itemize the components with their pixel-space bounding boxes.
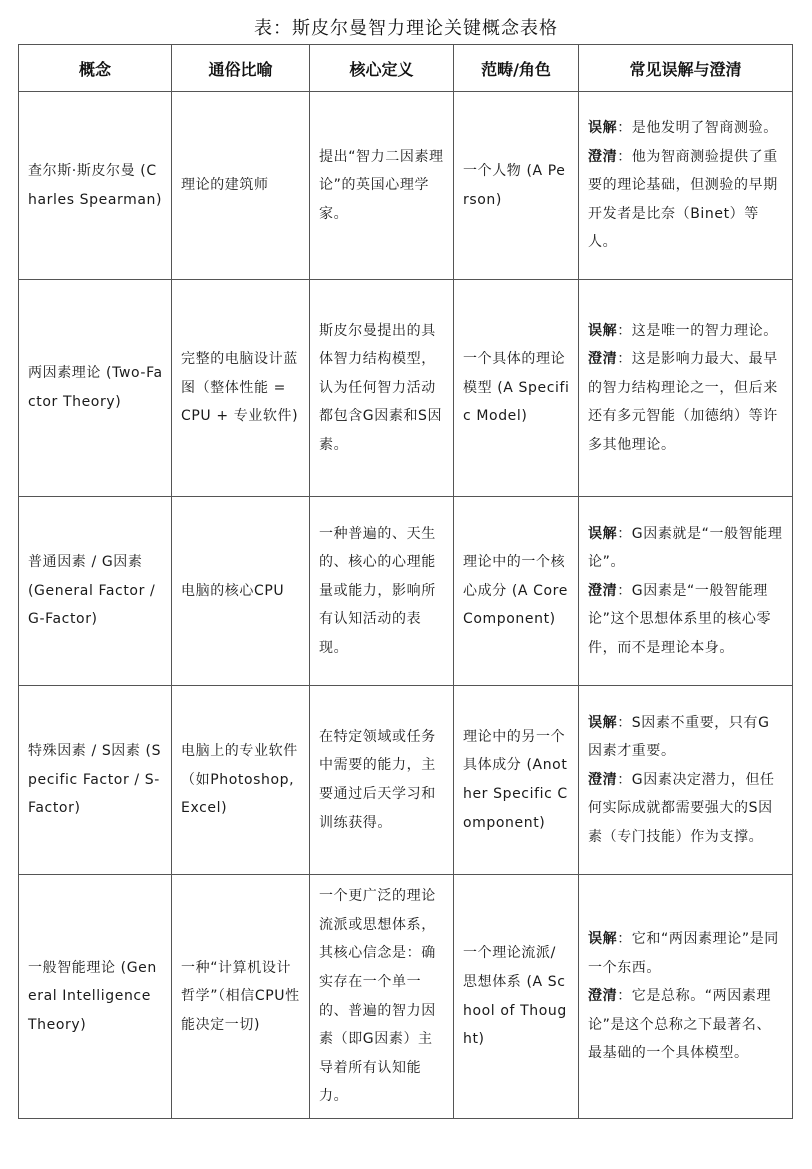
clarification-label: 澄清	[588, 771, 618, 788]
cell-concept: 两因素理论 (Two-Factor Theory)	[19, 280, 172, 497]
misconception-paragraph	[588, 114, 784, 143]
cell-misconception	[579, 92, 793, 280]
cell-misconception	[579, 497, 793, 686]
cell-definition: 斯皮尔曼提出的具体智力结构模型，认为任何智力活动都包含G因素和S因素。	[310, 280, 454, 497]
clarification-paragraph	[588, 766, 784, 852]
misconception-label: 误解	[588, 525, 618, 542]
cell-category: 一个具体的理论模型 (A Specific Model)	[454, 280, 579, 497]
cell-metaphor: 一种“计算机设计哲学”（相信CPU性能决定一切)	[172, 875, 310, 1119]
misconception-label: 误解	[588, 714, 618, 731]
cell-concept: 特殊因素 / S因素 (Specific Factor / S-Factor)	[19, 686, 172, 875]
cell-misconception	[579, 875, 793, 1119]
clarification-text: ：他为智商测验提供了重要的理论基础，但测验的早期开发者是比奈（Binet）等人。	[588, 148, 778, 251]
header-category: 范畴/角色	[454, 45, 579, 92]
cell-category: 理论中的另一个具体成分 (Another Specific Component)	[454, 686, 579, 875]
misconception-paragraph	[588, 709, 784, 766]
cell-definition: 一个更广泛的理论流派或思想体系，其核心信念是：确实存在一个单一的、普遍的智力因素（即G因素）主导着所有认知能力。	[310, 875, 454, 1119]
misconception-text: ：它和“两因素理论”是同一个东西。	[588, 931, 779, 976]
misconception-label: 误解	[588, 120, 618, 137]
cell-metaphor: 完整的电脑设计蓝图（整体性能 = CPU + 专业软件)	[172, 280, 310, 497]
clarification-text: ：这是影响力最大、最早的智力结构理论之一，但后来还有多元智能（加德纳）等许多其他理论。	[588, 351, 778, 453]
clarification-label: 澄清	[588, 148, 618, 165]
misconception-text: ：S因素不重要，只有G因素才重要。	[588, 714, 770, 760]
cell-metaphor: 理论的建筑师	[172, 92, 310, 280]
cell-concept: 普通因素 / G因素 (General Factor / G-Factor)	[19, 497, 172, 686]
header-concept: 概念	[19, 45, 172, 92]
cell-metaphor: 电脑上的专业软件（如Photoshop, Excel)	[172, 686, 310, 875]
cell-definition: 一种普遍的、天生的、核心的心理能量或能力，影响所有认知活动的表现。	[310, 497, 454, 686]
cell-concept: 一般智能理论 (General Intelligence Theory)	[19, 875, 172, 1119]
table-row	[19, 497, 793, 686]
clarification-text: ：G因素决定潜力，但任何实际成就都需要强大的S因素（专门技能）作为支撑。	[588, 771, 775, 845]
cell-definition: 提出“智力二因素理论”的英国心理学家。	[310, 92, 454, 280]
table-title: 表：斯皮尔曼智力理论关键概念表格	[254, 18, 558, 39]
misconception-paragraph	[588, 925, 784, 982]
cell-definition: 在特定领域或任务中需要的能力，主要通过后天学习和训练获得。	[310, 686, 454, 875]
cell-category: 一个理论流派/思想体系 (A School of Thought)	[454, 875, 579, 1119]
cell-misconception	[579, 280, 793, 497]
clarification-paragraph	[588, 982, 784, 1068]
cell-concept: 查尔斯·斯皮尔曼 (Charles Spearman)	[19, 92, 172, 280]
header-misconception: 常见误解与澄清	[579, 45, 793, 92]
misconception-text: ：是他发明了智商测验。	[617, 120, 778, 137]
cell-category: 一个人物 (A Person)	[454, 92, 579, 280]
misconception-text: ：G因素就是“一般智能理论”。	[588, 525, 783, 571]
clarification-paragraph	[588, 143, 784, 257]
clarification-text: ：G因素是“一般智能理论”这个思想体系里的核心零件，而不是理论本身。	[588, 582, 772, 656]
cell-category: 理论中的一个核心成分 (A Core Component)	[454, 497, 579, 686]
cell-misconception	[579, 686, 793, 875]
header-metaphor: 通俗比喻	[172, 45, 310, 92]
cell-metaphor: 电脑的核心CPU	[172, 497, 310, 686]
header-definition: 核心定义	[310, 45, 454, 92]
table-row	[19, 92, 793, 280]
misconception-label: 误解	[588, 931, 618, 948]
clarification-label: 澄清	[588, 988, 618, 1005]
clarification-label: 澄清	[588, 582, 618, 599]
clarification-paragraph	[588, 577, 784, 663]
clarification-label: 澄清	[588, 351, 618, 368]
table-row	[19, 875, 793, 1119]
header-row	[19, 45, 793, 92]
misconception-paragraph	[588, 317, 784, 346]
table-row	[19, 686, 793, 875]
misconception-label: 误解	[588, 322, 618, 339]
clarification-text: ：它是总称。“两因素理论”是这个总称之下最著名、最基础的一个具体模型。	[588, 988, 772, 1062]
concept-table	[18, 44, 793, 1119]
clarification-paragraph	[588, 345, 784, 459]
misconception-paragraph	[588, 520, 784, 577]
misconception-text: ：这是唯一的智力理论。	[617, 322, 778, 339]
table-row	[19, 280, 793, 497]
